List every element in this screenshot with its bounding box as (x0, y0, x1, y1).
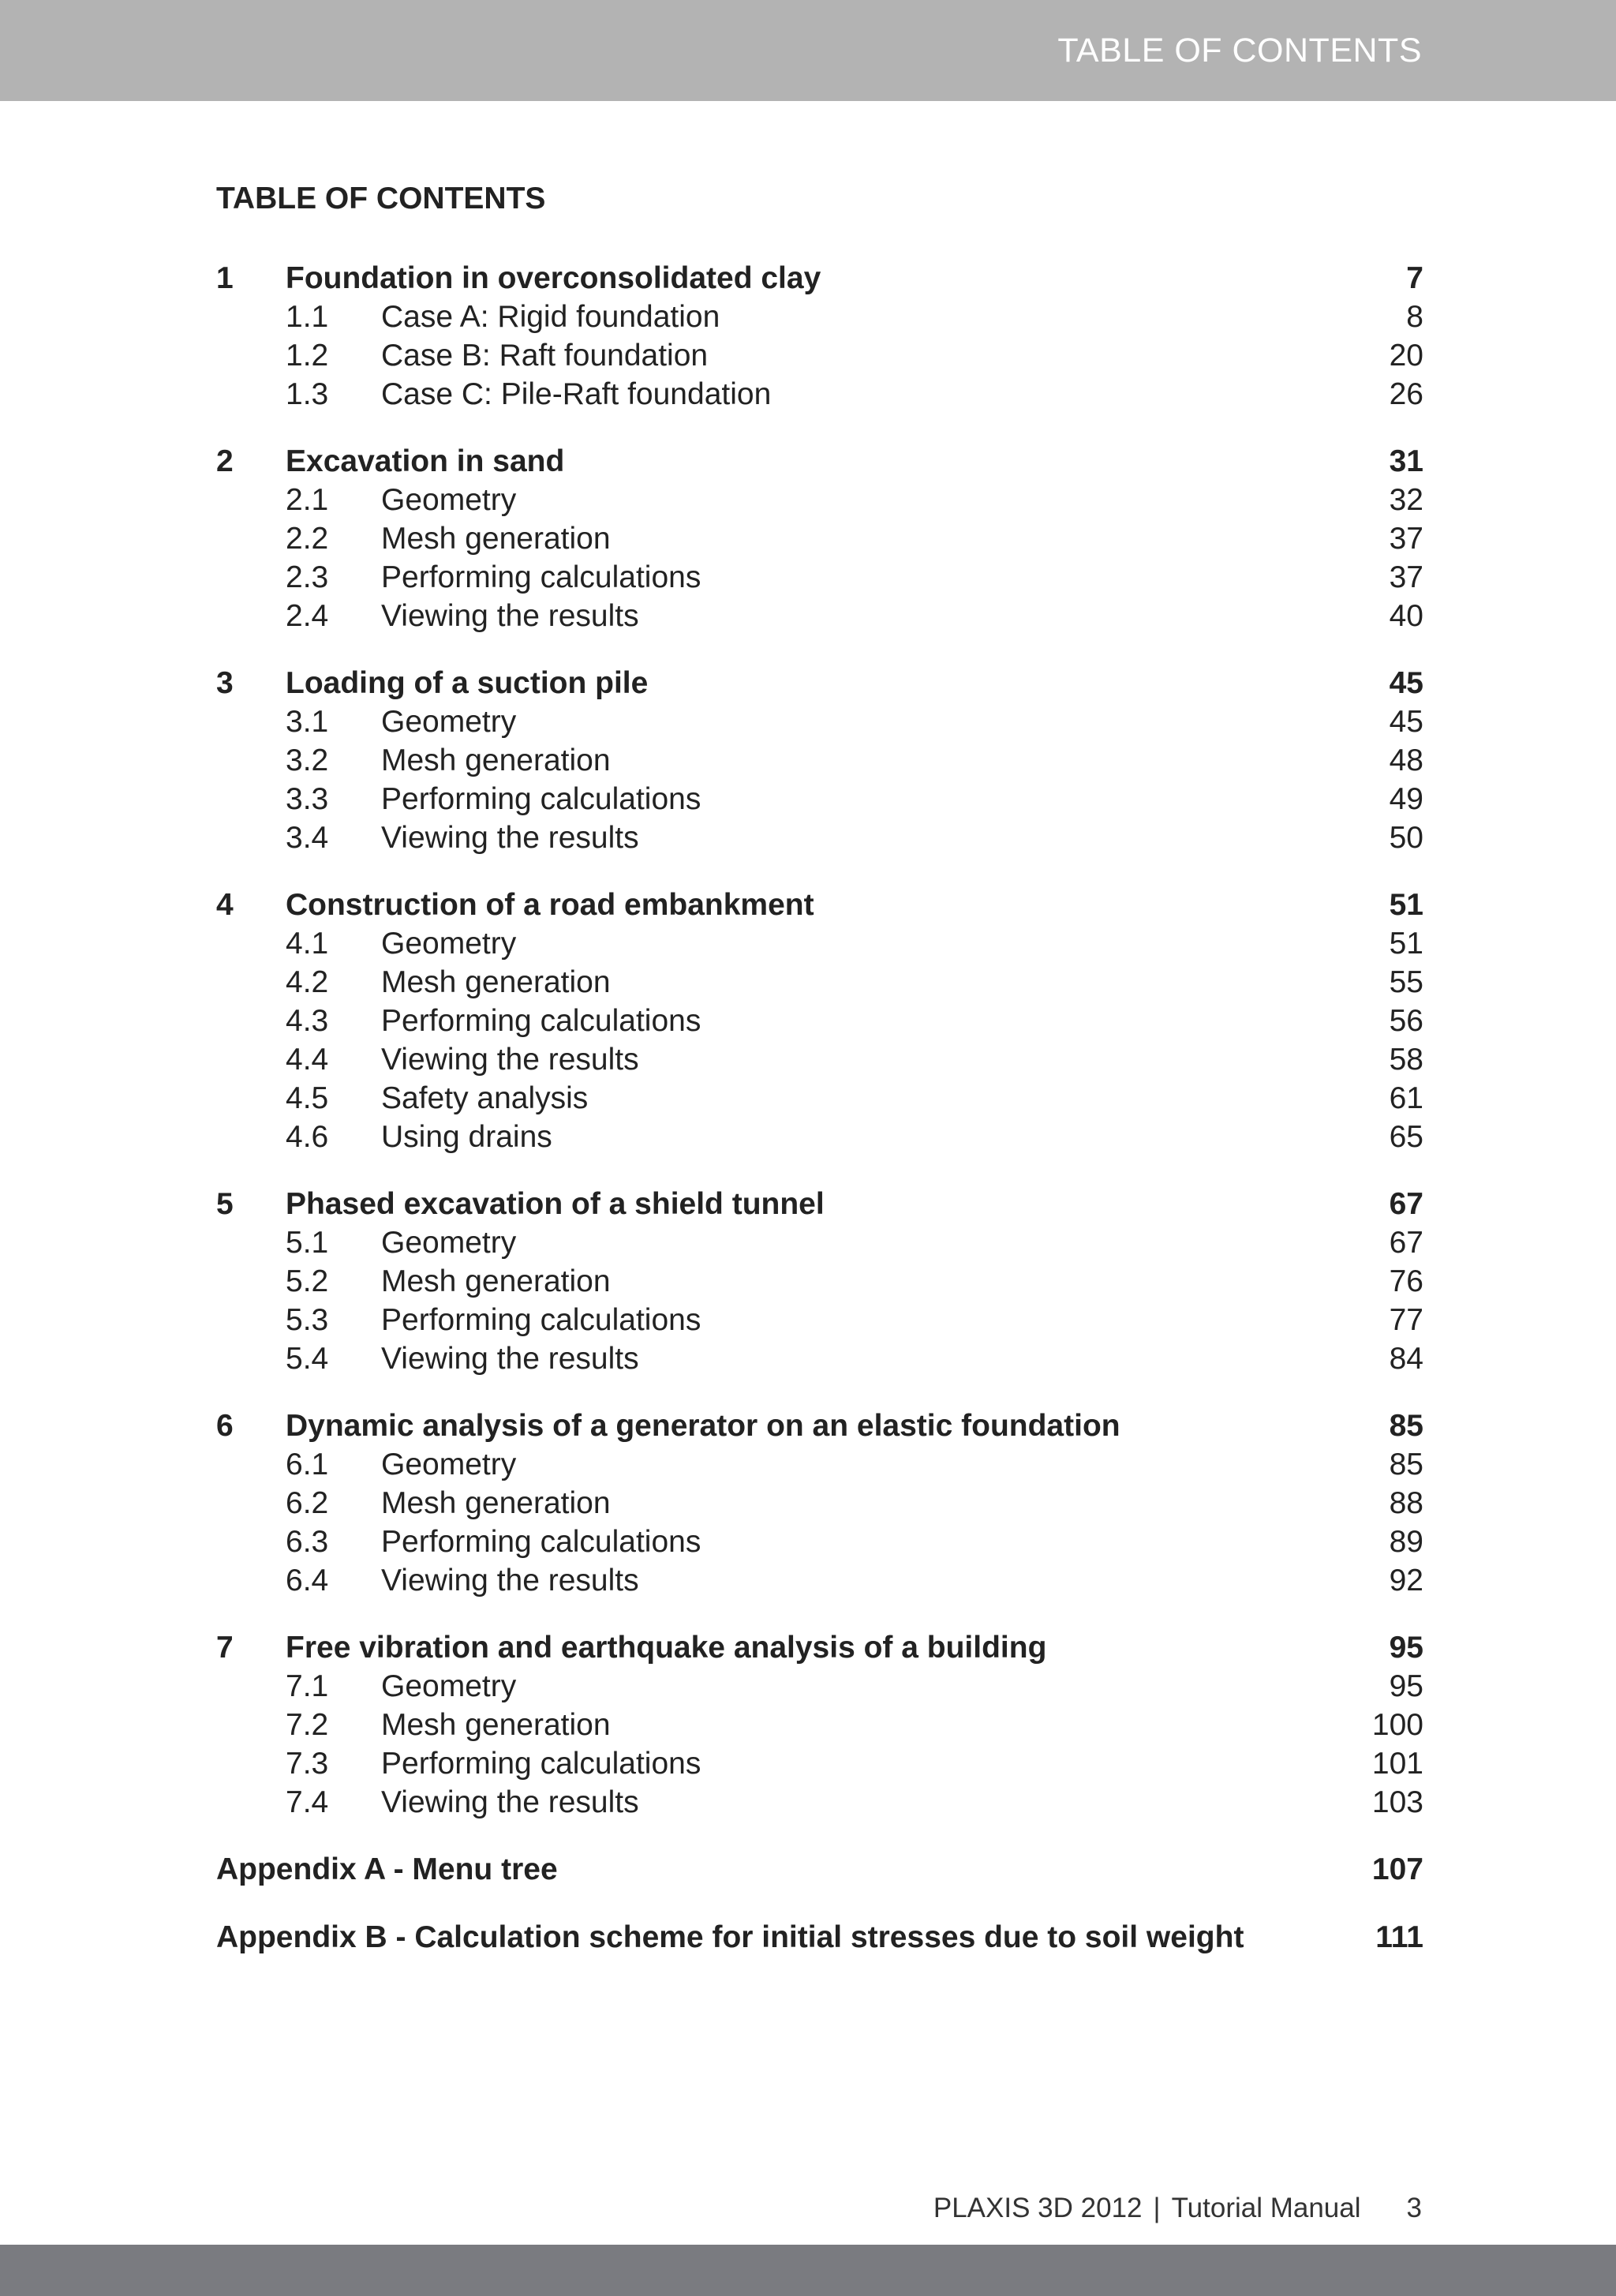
section-title: Geometry (381, 927, 517, 961)
toc-section-entry[interactable] (216, 519, 1423, 558)
section-page-number: 103 (1371, 1785, 1423, 1819)
toc-section-entry[interactable] (216, 1223, 1423, 1262)
toc-section-entry[interactable] (216, 1783, 1423, 1822)
appendix-title: Appendix B - Calculation scheme for initial stresses due to soil weight (216, 1920, 1244, 1954)
chapter-number: 5 (216, 1187, 234, 1221)
chapter-page-number: 31 (1389, 444, 1423, 478)
section-number: 4.3 (286, 1004, 329, 1038)
section-title: Viewing the results (381, 1043, 639, 1077)
chapter-page-number: 51 (1389, 888, 1423, 922)
section-number: 2.1 (286, 483, 329, 517)
section-number: 5.4 (286, 1342, 329, 1376)
chapter-block (216, 886, 1423, 1156)
chapter-title: Dynamic analysis of a generator on an elastic foundation (286, 1409, 1120, 1443)
section-page-number: 101 (1371, 1747, 1423, 1781)
section-page-number: 32 (1389, 483, 1423, 517)
section-number: 6.3 (286, 1525, 329, 1559)
section-title: Viewing the results (381, 1342, 639, 1376)
toc-chapter-entry[interactable] (216, 1406, 1423, 1445)
section-page-number: 56 (1389, 1004, 1423, 1038)
section-title: Performing calculations (381, 1525, 701, 1559)
toc-section-entry[interactable] (216, 924, 1423, 963)
section-number: 4.1 (286, 927, 329, 961)
section-title: Performing calculations (381, 560, 701, 594)
section-number: 1.1 (286, 300, 329, 334)
section-title: Case B: Raft foundation (381, 339, 709, 373)
section-number: 1.3 (286, 377, 329, 411)
chapter-title: Free vibration and earthquake analysis of a building (286, 1631, 1047, 1665)
chapter-block (216, 1406, 1423, 1600)
toc-chapter-entry[interactable] (216, 886, 1423, 924)
appendix-title: Appendix A - Menu tree (216, 1852, 558, 1886)
section-page-number: 100 (1371, 1708, 1423, 1742)
toc-section-entry[interactable] (216, 1561, 1423, 1600)
chapter-page-number: 7 (1406, 261, 1423, 295)
section-number: 3.4 (286, 821, 329, 855)
section-title: Performing calculations (381, 1004, 701, 1038)
section-page-number: 76 (1389, 1264, 1423, 1298)
appendix-page-number: 111 (1375, 1920, 1423, 1954)
section-page-number: 58 (1389, 1043, 1423, 1077)
toc-section-entry[interactable] (216, 597, 1423, 635)
section-title: Viewing the results (381, 599, 639, 633)
section-number: 3.3 (286, 782, 329, 816)
toc-section-entry[interactable] (216, 818, 1423, 857)
section-page-number: 84 (1389, 1342, 1423, 1376)
footer-page-number: 3 (1406, 2193, 1422, 2223)
section-page-number: 88 (1389, 1486, 1423, 1520)
toc-section-entry[interactable] (216, 963, 1423, 1002)
section-page-number: 50 (1389, 821, 1423, 855)
section-title: Mesh generation (381, 1708, 611, 1742)
section-title: Safety analysis (381, 1081, 589, 1115)
footer-manual: Tutorial Manual (1171, 2193, 1361, 2223)
toc-section-entry[interactable] (216, 1445, 1423, 1484)
section-page-number: 61 (1389, 1081, 1423, 1115)
chapter-title: Construction of a road embankment (286, 888, 814, 922)
section-page-number: 85 (1389, 1448, 1423, 1481)
toc-appendix-entry[interactable] (216, 1850, 1423, 1889)
chapter-number: 1 (216, 261, 234, 295)
chapter-title: Excavation in sand (286, 444, 565, 478)
section-page-number: 40 (1389, 599, 1423, 633)
section-title: Case A: Rigid foundation (381, 300, 720, 334)
toc-section-entry[interactable] (216, 1667, 1423, 1706)
section-page-number: 37 (1389, 560, 1423, 594)
section-page-number: 65 (1389, 1120, 1423, 1154)
section-title: Geometry (381, 705, 517, 739)
chapter-page-number: 95 (1389, 1631, 1423, 1665)
section-title: Geometry (381, 483, 517, 517)
chapter-number: 7 (216, 1631, 234, 1665)
section-page-number: 8 (1406, 300, 1423, 334)
section-number: 1.2 (286, 339, 329, 373)
footer-band (0, 2245, 1616, 2296)
chapter-page-number: 45 (1389, 666, 1423, 700)
section-page-number: 37 (1389, 522, 1423, 556)
toc-section-entry[interactable] (216, 1040, 1423, 1079)
section-title: Performing calculations (381, 782, 701, 816)
toc-chapter-entry[interactable] (216, 259, 1423, 298)
section-title: Mesh generation (381, 1264, 611, 1298)
header-band (0, 0, 1616, 101)
running-header-title: TABLE OF CONTENTS (1057, 32, 1422, 69)
toc-section-entry[interactable] (216, 1301, 1423, 1339)
toc-section-entry[interactable] (216, 1002, 1423, 1040)
section-number: 7.3 (286, 1747, 329, 1781)
section-page-number: 26 (1389, 377, 1423, 411)
section-title: Mesh generation (381, 522, 611, 556)
chapter-list (216, 259, 1423, 1822)
toc-section-entry[interactable] (216, 375, 1423, 414)
section-page-number: 67 (1389, 1226, 1423, 1260)
section-title: Viewing the results (381, 821, 639, 855)
section-number: 2.4 (286, 599, 329, 633)
toc-section-entry[interactable] (216, 1523, 1423, 1561)
toc-section-entry[interactable] (216, 741, 1423, 780)
footer-separator: | (1153, 2193, 1161, 2223)
toc-section-entry[interactable] (216, 780, 1423, 818)
chapter-page-number: 85 (1389, 1409, 1423, 1443)
chapter-title: Foundation in overconsolidated clay (286, 261, 821, 295)
toc-section-entry[interactable] (216, 1744, 1423, 1783)
section-page-number: 92 (1389, 1564, 1423, 1597)
toc-section-entry[interactable] (216, 1706, 1423, 1744)
section-number: 3.1 (286, 705, 329, 739)
toc-section-entry[interactable] (216, 1262, 1423, 1301)
page-title: TABLE OF CONTENTS (216, 182, 546, 215)
chapter-block (216, 1185, 1423, 1378)
section-title: Performing calculations (381, 1747, 701, 1781)
section-page-number: 20 (1389, 339, 1423, 373)
chapter-number: 3 (216, 666, 234, 700)
toc-section-entry[interactable] (216, 1484, 1423, 1523)
chapter-block (216, 259, 1423, 414)
section-title: Viewing the results (381, 1564, 639, 1597)
toc-section-entry[interactable] (216, 336, 1423, 375)
chapter-title: Phased excavation of a shield tunnel (286, 1187, 825, 1221)
section-number: 5.3 (286, 1303, 329, 1337)
section-page-number: 51 (1389, 927, 1423, 961)
chapter-number: 2 (216, 444, 234, 478)
chapter-block (216, 1628, 1423, 1822)
toc-section-entry[interactable] (216, 558, 1423, 597)
section-title: Geometry (381, 1669, 517, 1703)
section-title: Performing calculations (381, 1303, 701, 1337)
chapter-block (216, 664, 1423, 857)
section-number: 7.1 (286, 1669, 329, 1703)
chapter-page-number: 67 (1389, 1187, 1423, 1221)
section-number: 2.2 (286, 522, 329, 556)
section-number: 4.4 (286, 1043, 329, 1077)
chapter-block (216, 442, 1423, 635)
section-number: 7.4 (286, 1785, 329, 1819)
section-number: 5.1 (286, 1226, 329, 1260)
section-number: 3.2 (286, 743, 329, 777)
appendix-page-number: 107 (1371, 1852, 1423, 1886)
section-page-number: 45 (1389, 705, 1423, 739)
toc-section-entry[interactable] (216, 298, 1423, 336)
toc-chapter-entry[interactable] (216, 664, 1423, 702)
section-page-number: 77 (1389, 1303, 1423, 1337)
toc-chapter-entry[interactable] (216, 442, 1423, 481)
toc-chapter-entry[interactable] (216, 1628, 1423, 1667)
section-title: Using drains (381, 1120, 552, 1154)
section-page-number: 49 (1389, 782, 1423, 816)
section-number: 2.3 (286, 560, 329, 594)
section-title: Mesh generation (381, 965, 611, 999)
section-page-number: 55 (1389, 965, 1423, 999)
section-title: Viewing the results (381, 1785, 639, 1819)
section-page-number: 89 (1389, 1525, 1423, 1559)
table-of-contents (216, 259, 1423, 1986)
toc-section-entry[interactable] (216, 702, 1423, 741)
chapter-title: Loading of a suction pile (286, 666, 649, 700)
section-number: 6.4 (286, 1564, 329, 1597)
toc-section-entry[interactable] (216, 1118, 1423, 1156)
section-number: 4.2 (286, 965, 329, 999)
section-title: Geometry (381, 1226, 517, 1260)
section-number: 4.5 (286, 1081, 329, 1115)
toc-section-entry[interactable] (216, 481, 1423, 519)
section-page-number: 48 (1389, 743, 1423, 777)
section-number: 7.2 (286, 1708, 329, 1742)
section-page-number: 95 (1389, 1669, 1423, 1703)
section-title: Mesh generation (381, 1486, 611, 1520)
section-number: 5.2 (286, 1264, 329, 1298)
page-footer (933, 2191, 1422, 2226)
toc-appendix-entry[interactable] (216, 1918, 1423, 1957)
section-number: 4.6 (286, 1120, 329, 1154)
footer-product: PLAXIS 3D 2012 (933, 2193, 1143, 2223)
section-title: Mesh generation (381, 743, 611, 777)
section-number: 6.2 (286, 1486, 329, 1520)
section-number: 6.1 (286, 1448, 329, 1481)
appendix-list (216, 1850, 1423, 1957)
chapter-number: 6 (216, 1409, 234, 1443)
section-title: Case C: Pile-Raft foundation (381, 377, 772, 411)
toc-chapter-entry[interactable] (216, 1185, 1423, 1223)
section-title: Geometry (381, 1448, 517, 1481)
chapter-number: 4 (216, 888, 234, 922)
toc-section-entry[interactable] (216, 1339, 1423, 1378)
toc-section-entry[interactable] (216, 1079, 1423, 1118)
